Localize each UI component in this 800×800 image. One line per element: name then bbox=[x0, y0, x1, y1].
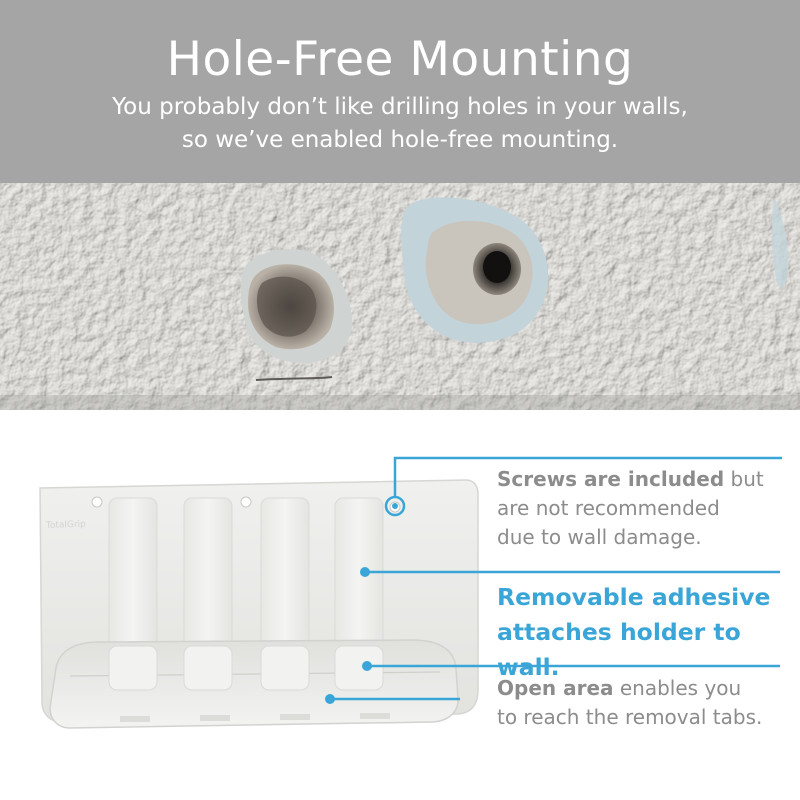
callout-open-area-line1: enables you bbox=[613, 676, 742, 700]
callout-adhesive-line1: Removable adhesive bbox=[497, 583, 771, 611]
mounting-hole-middle bbox=[241, 497, 251, 507]
header-banner bbox=[0, 0, 800, 183]
callout-open-area-line2: to reach the removal tabs. bbox=[497, 705, 763, 729]
mounting-hole-left bbox=[92, 497, 102, 507]
subtitle-line-1: You probably don’t like drilling holes in your walls, bbox=[112, 94, 688, 120]
callout-screws-line3: due to wall damage. bbox=[497, 525, 702, 549]
callout-adhesive bbox=[497, 580, 800, 685]
subtitle-line-2: so we’ve enabled hole-free mounting. bbox=[181, 127, 619, 153]
callout-screws bbox=[497, 465, 764, 552]
callout-screws-line1: but bbox=[724, 467, 764, 491]
page-subtitle bbox=[0, 91, 800, 157]
callout-open-area-bold: Open area bbox=[497, 676, 614, 700]
callout-adhesive-line2: attaches holder to wall. bbox=[497, 618, 741, 681]
callout-marker-adhesive bbox=[360, 567, 370, 577]
callout-open-area bbox=[497, 674, 762, 732]
page-title: Hole-Free Mounting bbox=[166, 32, 634, 87]
callout-marker-open-area bbox=[362, 661, 372, 671]
callout-screws-bold: Screws are included bbox=[497, 467, 725, 491]
callout-screws-line2: are not recommended bbox=[497, 496, 720, 520]
brand-emboss: TotalGrip bbox=[45, 519, 87, 531]
damaged-wall-photo bbox=[0, 183, 800, 410]
